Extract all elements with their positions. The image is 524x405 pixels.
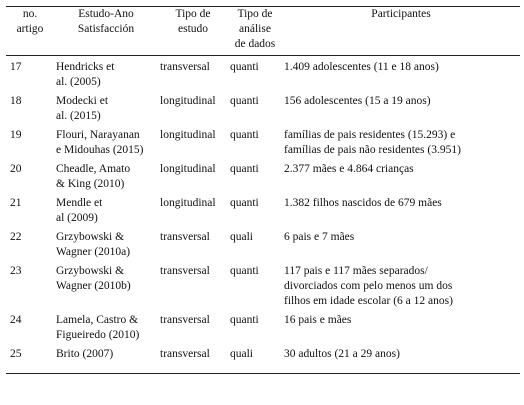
- cell-analise: quanti: [230, 61, 259, 73]
- cell-estudo-line: Brito (2007): [56, 348, 114, 360]
- cell-estudo: [54, 309, 158, 343]
- cell-tipo: transversal: [160, 265, 210, 277]
- cell-analise: quanti: [230, 265, 259, 277]
- header-analise: [228, 7, 282, 56]
- cell-participantes: [282, 192, 520, 226]
- table-row: [6, 192, 520, 226]
- cell-participantes: [282, 124, 520, 158]
- cell-tipo: longitudinal: [160, 197, 216, 209]
- cell-participantes-line: 1.382 filhos nascidos de 679 mães: [284, 197, 442, 209]
- cell-participantes-line: 6 pais e 7 mães: [284, 231, 355, 243]
- cell-participantes: [282, 90, 520, 124]
- cell-estudo-line: al. (2005): [56, 76, 101, 88]
- cell-estudo: [54, 226, 158, 260]
- header-analise-line: de dados: [234, 38, 276, 50]
- cell-no: 23: [10, 265, 22, 277]
- cell-estudo: [54, 56, 158, 91]
- cell-estudo-line: al. (2015): [56, 110, 101, 122]
- studies-table: [6, 6, 520, 374]
- cell-participantes: [282, 56, 520, 91]
- cell-estudo-line: Mendle et: [56, 197, 103, 209]
- header-tipo-line: Tipo de: [175, 8, 211, 20]
- cell-estudo-line: & King (2010): [56, 178, 125, 190]
- cell-no: 22: [10, 231, 22, 243]
- cell-estudo-line: Figueiredo (2010): [56, 329, 140, 341]
- cell-estudo-line: Lamela, Castro &: [56, 314, 139, 326]
- cell-participantes-line: 30 adultos (21 a 29 anos): [284, 348, 400, 360]
- cell-participantes-line: famílias de pais residentes (15.293) e: [284, 129, 456, 141]
- cell-no: 21: [10, 197, 22, 209]
- cell-estudo: [54, 124, 158, 158]
- cell-participantes: [282, 158, 520, 192]
- cell-no: 24: [10, 314, 22, 326]
- table-row: [6, 309, 520, 343]
- cell-analise: quali: [230, 231, 253, 243]
- cell-analise: quanti: [230, 129, 259, 141]
- cell-tipo: transversal: [160, 231, 210, 243]
- header-no-line: artigo: [16, 23, 44, 35]
- cell-no: 18: [10, 95, 22, 107]
- table-body: [6, 56, 520, 374]
- header-no: [6, 7, 54, 56]
- header-participantes: [282, 7, 520, 56]
- cell-participantes-line: 1.409 adolescentes (11 e 18 anos): [284, 61, 439, 73]
- cell-participantes: [282, 260, 520, 309]
- header-estudo-line: Estudo-Ano: [78, 8, 134, 20]
- cell-analise: quali: [228, 343, 282, 373]
- header-tipo: [158, 7, 228, 56]
- cell-participantes-line: famílias de pais não residentes (3.951): [284, 144, 461, 156]
- cell-estudo-line: Hendricks et: [56, 61, 115, 73]
- cell-estudo-line: al (2009): [56, 212, 98, 224]
- cell-analise: quanti: [230, 197, 259, 209]
- cell-tipo: transversal: [158, 343, 228, 373]
- cell-no: 19: [10, 129, 22, 141]
- cell-estudo-line: Wagner (2010b): [56, 280, 131, 292]
- cell-estudo-line: Wagner (2010a): [56, 246, 131, 258]
- cell-no: 25: [6, 343, 54, 373]
- cell-no: 20: [10, 163, 22, 175]
- cell-analise: quanti: [230, 95, 259, 107]
- header-estudo: [54, 7, 158, 56]
- cell-estudo-line: e Midouhas (2015): [56, 144, 144, 156]
- cell-estudo: [54, 158, 158, 192]
- table-row: [6, 226, 520, 260]
- header-no-line: no.: [22, 8, 38, 20]
- cell-estudo-line: Cheadle, Amato: [56, 163, 131, 175]
- table-header-row: [6, 7, 520, 56]
- cell-analise: quanti: [230, 314, 259, 326]
- cell-estudo: [54, 90, 158, 124]
- cell-participantes: [282, 309, 520, 343]
- cell-estudo-line: Flouri, Narayanan: [56, 129, 140, 141]
- cell-participantes-line: 16 pais e mães: [284, 314, 352, 326]
- table-row: [6, 90, 520, 124]
- table-row: [6, 56, 520, 91]
- table-row: [6, 343, 520, 373]
- cell-analise: quanti: [230, 163, 259, 175]
- cell-tipo: longitudinal: [160, 129, 216, 141]
- cell-participantes-line: divorciados com pelo menos um dos: [284, 280, 453, 292]
- cell-estudo-line: Grzybowski &: [56, 231, 125, 243]
- cell-participantes-line: 117 pais e 117 mães separados/: [284, 265, 428, 277]
- cell-estudo: [54, 343, 158, 373]
- cell-participantes-line: filhos em idade escolar (6 a 12 anos): [284, 295, 453, 307]
- cell-estudo-line: Modecki et: [56, 95, 109, 107]
- table-row: [6, 124, 520, 158]
- cell-tipo: longitudinal: [160, 95, 216, 107]
- cell-estudo: [54, 192, 158, 226]
- cell-participantes-line: 2.377 mães e 4.864 crianças: [284, 163, 414, 175]
- header-analise-line: análise: [239, 23, 271, 35]
- cell-participantes: [282, 343, 520, 373]
- header-tipo-line: estudo: [177, 23, 209, 35]
- table-row: [6, 260, 520, 309]
- header-analise-line: Tipo de: [237, 8, 273, 20]
- cell-estudo-line: Grzybowski &: [56, 265, 125, 277]
- cell-estudo: [54, 260, 158, 309]
- header-estudo-line: Satisfacción: [77, 23, 135, 35]
- cell-tipo: longitudinal: [160, 163, 216, 175]
- cell-participantes-line: 156 adolescentes (15 a 19 anos): [284, 95, 431, 107]
- table-row: [6, 158, 520, 192]
- header-participantes-line: Participantes: [371, 8, 431, 20]
- cell-no: 17: [10, 61, 22, 73]
- cell-tipo: transversal: [160, 314, 210, 326]
- cell-participantes: [282, 226, 520, 260]
- cell-tipo: transversal: [160, 61, 210, 73]
